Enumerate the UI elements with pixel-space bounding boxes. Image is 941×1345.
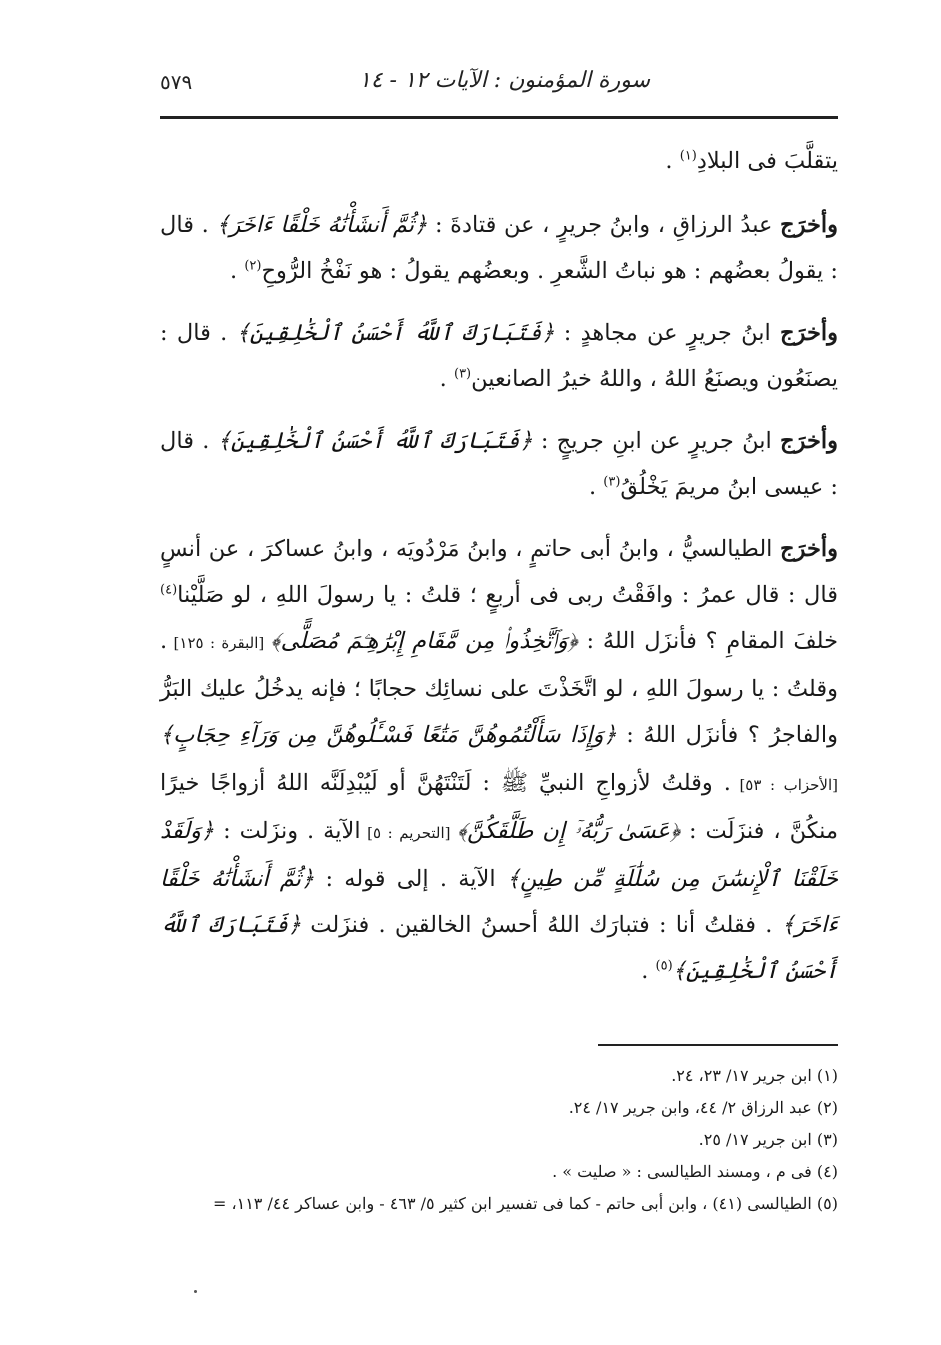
footnote-4: (٤) فى م ، ومسند الطيالسى : « صليت » . — [552, 1162, 838, 1181]
quran-verse: ﴿فَتَبَارَكَ ٱللَّهُ أَحْسَنُ ٱلْخَٰلِقِينَ﴾ — [160, 912, 838, 984]
main-text — [160, 138, 838, 1010]
quran-verse: ﴿وَٱتَّخِذُوا۟ مِن مَّقَامِ إِبْرَٰهِـۧمَ مُصَلًّى﴾ — [270, 628, 578, 654]
text-run: . وقلتُ : يا رسولَ اللهِ ، لو اتَّخَذْتَ على نسائِك حجابًا ؛ فإنه يدخُلُ عليك البَرُّ والفاجرُ ؟ فأنزَل اللهُ : — [160, 628, 838, 748]
verse-reference: [التحريم : ٥] — [360, 824, 458, 842]
text-run: ابنُ جريرٍ عن ابنِ جريجٍ : — [532, 428, 781, 454]
footnote-marker: (٣) — [603, 474, 621, 490]
lead-word: وأخرَج — [780, 428, 838, 454]
quran-verse: ﴿ثُمَّ أَنشَأْنَٰهُ خَلْقًا ءَاخَرَ﴾ — [216, 212, 428, 238]
text-run: . قال : يقولُ بعضُهم : هو نباتُ الشَّعرِ . وبعضُهم يقولُ : هو نَفْخُ الرُّوحِ — [160, 212, 838, 284]
text-run: . — [665, 148, 680, 174]
text-run: خلفَ المقامِ ؟ فأنزَل اللهُ : — [577, 628, 839, 654]
lead-word: وأخرَج — [780, 536, 838, 562]
text-run: . — [641, 958, 656, 984]
quran-verse: ﴿عَسَىٰ رَبُّهُۥٓ إِن طَلَّقَكُنَّ﴾ — [457, 818, 681, 844]
header-rule — [160, 116, 838, 119]
quran-verse: ﴿فَتَبَارَكَ ٱللَّهُ أَحْسَنُ ٱلْخَٰلِقِينَ﴾ — [236, 320, 555, 346]
text-run: عبدُ الرزاقِ ، وابنُ جريرٍ ، عن قتادةَ : — [427, 212, 781, 238]
quran-verse: ﴿فَتَبَارَكَ ٱللَّهُ أَحْسَنُ ٱلْخَٰلِقِينَ﴾ — [217, 428, 533, 454]
paragraph — [160, 310, 838, 402]
paragraph — [160, 138, 838, 184]
text-run: . — [230, 258, 245, 284]
text-run: الآية . ونزَلت : — [214, 818, 361, 844]
text-run: . فقلتُ أنا : فتبارَك اللهُ أحسنُ الخالقين . فنزَلت — [301, 912, 782, 938]
paragraph — [160, 526, 838, 994]
footnote-marker: (٢) — [244, 258, 262, 274]
footnote-marker: (٤) — [160, 582, 178, 598]
quran-verse: ﴿ثُمَّ أَنشَأْنَٰهُ خَلْقًا ءَاخَرَ﴾ — [160, 866, 839, 938]
verse-reference: [البقرة : ١٢٥] — [167, 634, 271, 652]
footnote-marker: (١) — [679, 148, 697, 164]
footnotes — [160, 1060, 838, 1220]
text-run: . قال : عيسى ابنُ مريمَ يَخْلُقُ — [160, 428, 838, 500]
footnote-marker: (٣) — [453, 366, 472, 382]
text-run: . وقلتُ لأزواجِ النبيِّ ﷺ : لَتَنْتَهُنَّ أو لَيُبْدِلَنَّه اللهُ أزواجًا خيرًا منكُنَّ ، فنزَلَت : — [160, 770, 839, 844]
footnote-3: (٣) ابن جرير ١٧/ ٢٥. — [698, 1130, 838, 1149]
text-run: الآية . إلى قوله : — [314, 866, 507, 892]
text-run: الطيالسيُّ ، وابنُ أبى حاتمٍ ، وابنُ مَرْدُويَه ، وابنُ عساكرَ ، عن أنسٍ قال : قال عمرُ : وافَقْتُ ربى فى أربعٍ ؛ قلتُ : يا رسولَ اللهِ ، لو صَلَّيْنا — [160, 536, 838, 608]
printer-dot — [194, 1290, 197, 1293]
running-title: سورة المؤمنون : الآيات ١٢ - ١٤ — [358, 68, 650, 93]
paragraph — [160, 202, 838, 294]
text-run: يتقلَّبَ فى البلادِ — [696, 148, 838, 174]
footnote-5: (٥) الطيالسى (٤١) ، وابن أبى حاتم - كما فى تفسير ابن كثير ٥/ ٤٦٣ - وابن عساكر ٤٤/ ١١٣، = — [212, 1194, 838, 1213]
text-run: ابنُ جريرٍ عن مجاهدٍ : — [554, 320, 781, 346]
footnote-2: (٢) عبد الرزاق ٢/ ٤٤، وابن جرير ١٧/ ٢٤. — [568, 1098, 838, 1117]
lead-word: وأخرَج — [780, 320, 838, 346]
footnote-separator — [598, 1044, 838, 1046]
verse-reference: [الأحزاب : ٥٣] — [730, 776, 838, 794]
page-header — [160, 62, 840, 102]
text-run: . قال : يصنَعُون ويصنَعُ اللهُ ، واللهُ خيرُ الصانعين — [160, 320, 838, 392]
paragraph — [160, 418, 838, 510]
footnote-1: (١) ابن جرير ١٧/ ٢٣، ٢٤. — [671, 1066, 838, 1085]
text-run: . — [588, 474, 604, 500]
lead-word: وأخرَج — [780, 212, 839, 238]
footnote-marker: (٥) — [655, 958, 673, 974]
page-number: ٥٧٩ — [160, 70, 193, 94]
text-run: . — [439, 366, 454, 392]
quran-verse: ﴿وَلَقَدْ خَلَقْنَا ٱلْإِنسَٰنَ مِن سُلَٰلَةٍ مِّن طِينٍ﴾ — [160, 818, 838, 892]
quran-verse: ﴿وَإِذَا سَأَلْتُمُوهُنَّ مَتَٰعًا فَسْـَٔلُوهُنَّ مِن وَرَآءِ حِجَابٍ﴾ — [160, 722, 617, 748]
